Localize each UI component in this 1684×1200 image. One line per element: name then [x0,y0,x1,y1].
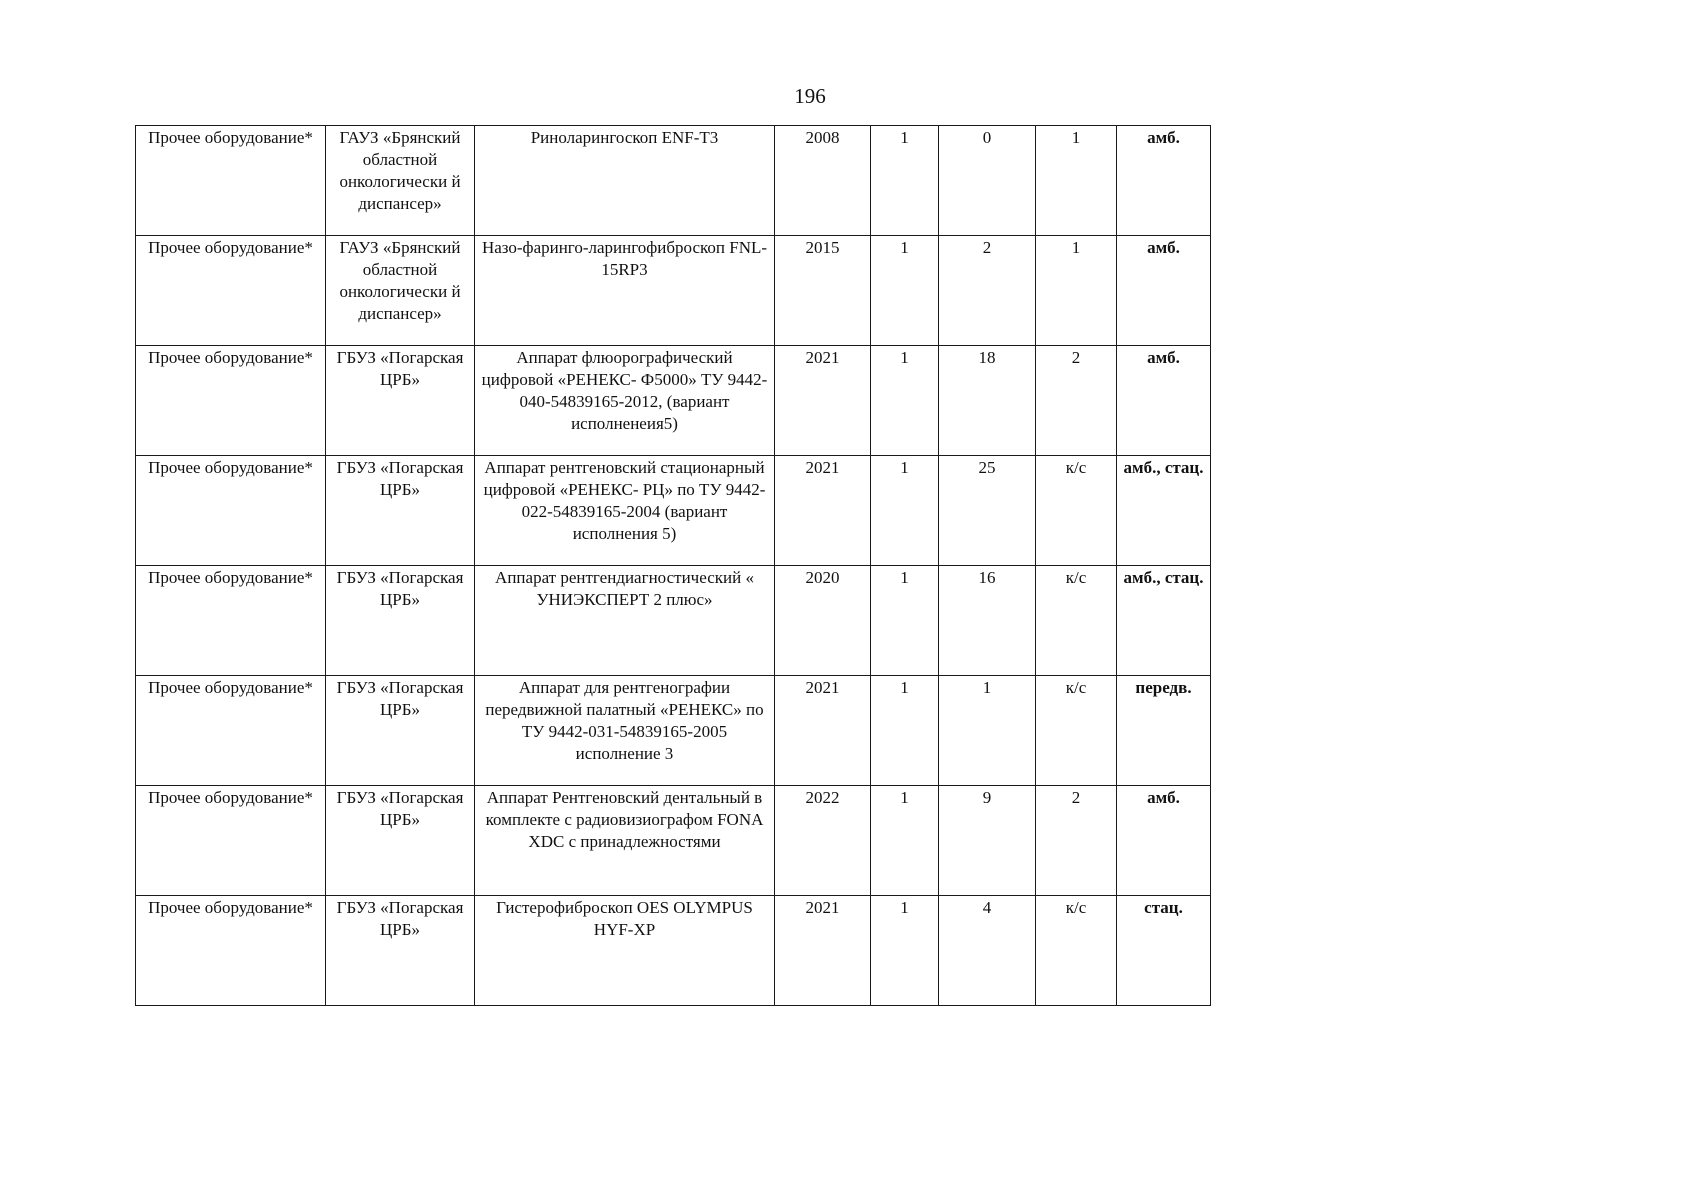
table-row [136,126,1211,236]
table-row [136,896,1211,1006]
organization-cell: ГБУЗ «Погарская ЦРБ» [326,786,475,896]
condition-cell: к/с [1036,896,1117,1006]
care-type-cell: амб. [1117,786,1211,896]
condition-cell: 1 [1036,126,1117,236]
equipment-table-body [136,126,1211,1006]
care-type-cell: амб. [1117,236,1211,346]
condition-cell: 2 [1036,346,1117,456]
equipment-name-cell: Аппарат рентгеновский стационарный цифровой «РЕНЕКС- РЦ» по ТУ 9442-022-54839165-2004 (вариант исполнения 5) [475,456,775,566]
table-row [136,566,1211,676]
care-type-cell: передв. [1117,676,1211,786]
table-row [136,236,1211,346]
year-cell: 2021 [775,456,871,566]
organization-cell: ГБУЗ «Погарская ЦРБ» [326,676,475,786]
value-cell: 25 [939,456,1036,566]
organization-cell: ГАУЗ «Брянский областной онкологически й диспансер» [326,236,475,346]
quantity-cell: 1 [871,786,939,896]
table-row [136,786,1211,896]
equipment-name-cell: Аппарат рентгендиагностический « УНИЭКСПЕРТ 2 плюс» [475,566,775,676]
equipment-name-cell: Назо-фаринго-ларингофиброскоп FNL-15RP3 [475,236,775,346]
quantity-cell: 1 [871,126,939,236]
table-row [136,346,1211,456]
condition-cell: 2 [1036,786,1117,896]
value-cell: 16 [939,566,1036,676]
quantity-cell: 1 [871,896,939,1006]
condition-cell: к/с [1036,566,1117,676]
equipment-type-cell: Прочее оборудование* [136,456,326,566]
condition-cell: к/с [1036,456,1117,566]
year-cell: 2008 [775,126,871,236]
equipment-type-cell: Прочее оборудование* [136,896,326,1006]
value-cell: 18 [939,346,1036,456]
year-cell: 2021 [775,896,871,1006]
equipment-type-cell: Прочее оборудование* [136,126,326,236]
value-cell: 1 [939,676,1036,786]
value-cell: 2 [939,236,1036,346]
equipment-type-cell: Прочее оборудование* [136,346,326,456]
equipment-table [135,125,1211,1006]
organization-cell: ГБУЗ «Погарская ЦРБ» [326,896,475,1006]
care-type-cell: стац. [1117,896,1211,1006]
year-cell: 2015 [775,236,871,346]
care-type-cell: амб., стац. [1117,456,1211,566]
care-type-cell: амб. [1117,346,1211,456]
organization-cell: ГБУЗ «Погарская ЦРБ» [326,346,475,456]
condition-cell: 1 [1036,236,1117,346]
equipment-name-cell: Аппарат для рентгенографии передвижной палатный «РЕНЕКС» по ТУ 9442-031-54839165-2005 исполнение 3 [475,676,775,786]
equipment-type-cell: Прочее оборудование* [136,566,326,676]
equipment-name-cell: Аппарат флюорографический цифровой «РЕНЕКС- Ф5000» ТУ 9442-040-54839165-2012, (вариант исполненеия5) [475,346,775,456]
value-cell: 0 [939,126,1036,236]
care-type-cell: амб. [1117,126,1211,236]
value-cell: 4 [939,896,1036,1006]
year-cell: 2021 [775,346,871,456]
year-cell: 2022 [775,786,871,896]
page-number: 196 [794,84,826,108]
quantity-cell: 1 [871,566,939,676]
year-cell: 2020 [775,566,871,676]
organization-cell: ГБУЗ «Погарская ЦРБ» [326,566,475,676]
equipment-type-cell: Прочее оборудование* [136,786,326,896]
equipment-type-cell: Прочее оборудование* [136,676,326,786]
condition-cell: к/с [1036,676,1117,786]
equipment-type-cell: Прочее оборудование* [136,236,326,346]
quantity-cell: 1 [871,346,939,456]
table-row [136,456,1211,566]
equipment-name-cell: Риноларингоскоп ENF-T3 [475,126,775,236]
quantity-cell: 1 [871,236,939,346]
organization-cell: ГАУЗ «Брянский областной онкологически й диспансер» [326,126,475,236]
care-type-cell: амб., стац. [1117,566,1211,676]
equipment-name-cell: Аппарат Рентгеновский дентальный в комплекте с радиовизиографом FONA XDC с принадлежностями [475,786,775,896]
quantity-cell: 1 [871,676,939,786]
quantity-cell: 1 [871,456,939,566]
table-row [136,676,1211,786]
year-cell: 2021 [775,676,871,786]
equipment-name-cell: Гистерофиброскоп OES OLYMPUS HYF-XP [475,896,775,1006]
organization-cell: ГБУЗ «Погарская ЦРБ» [326,456,475,566]
value-cell: 9 [939,786,1036,896]
